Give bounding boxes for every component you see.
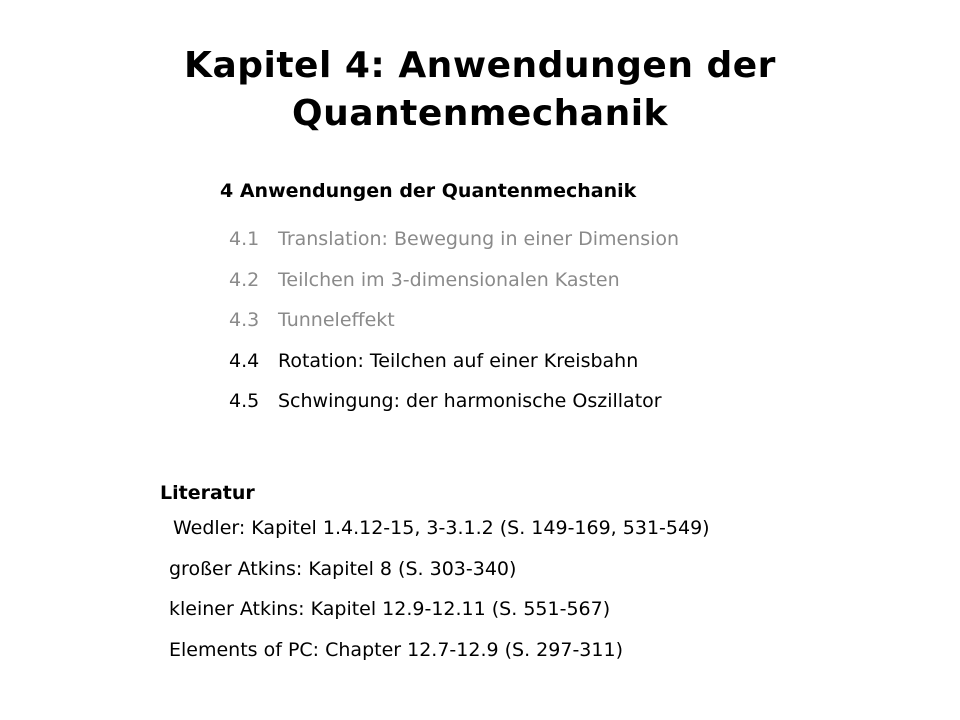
toc-item-label: Rotation: Teilchen auf einer Kreisbahn — [278, 349, 639, 372]
toc-item-label: Teilchen im 3-dimensionalen Kasten — [278, 268, 620, 291]
literature-item-kleiner-atkins: kleiner Atkins: Kapitel 12.9-12.11 (S. 551-567) — [169, 598, 611, 621]
toc-item-4-1 — [229, 219, 679, 260]
toc-item-label: Tunneleffekt — [278, 309, 395, 332]
toc-item-number: 4.5 — [229, 390, 260, 413]
literature-heading: Literatur — [160, 482, 255, 504]
literature-item-wedler: Wedler: Kapitel 1.4.12-15, 3-3.1.2 (S. 149-169, 531-549) — [173, 517, 710, 540]
toc-item-4-3 — [229, 300, 679, 341]
toc-item-4-5 — [229, 381, 679, 422]
toc-item-label: Translation: Bewegung in einer Dimension — [278, 228, 680, 251]
toc-item-number: 4.3 — [229, 309, 260, 332]
toc-list — [229, 219, 679, 422]
toc-item-number: 4.1 — [229, 228, 260, 251]
literature-list — [169, 508, 710, 670]
page-title-line-1: Kapitel 4: Anwendungen der — [184, 45, 776, 87]
toc-item-label: Schwingung: der harmonische Oszillator — [278, 390, 662, 413]
toc-heading: 4 Anwendungen der Quantenmechanik — [220, 180, 637, 202]
literature-item-elements-of-pc: Elements of PC: Chapter 12.7-12.9 (S. 297-311) — [169, 638, 623, 661]
toc-item-number: 4.4 — [229, 349, 260, 372]
literature-item-grosser-atkins: großer Atkins: Kapitel 8 (S. 303-340) — [169, 557, 517, 580]
toc-item-4-2 — [229, 260, 679, 301]
toc-item-number: 4.2 — [229, 268, 260, 291]
page-title — [0, 42, 960, 138]
toc-item-4-4 — [229, 341, 679, 382]
page-title-line-2: Quantenmechanik — [291, 93, 668, 135]
